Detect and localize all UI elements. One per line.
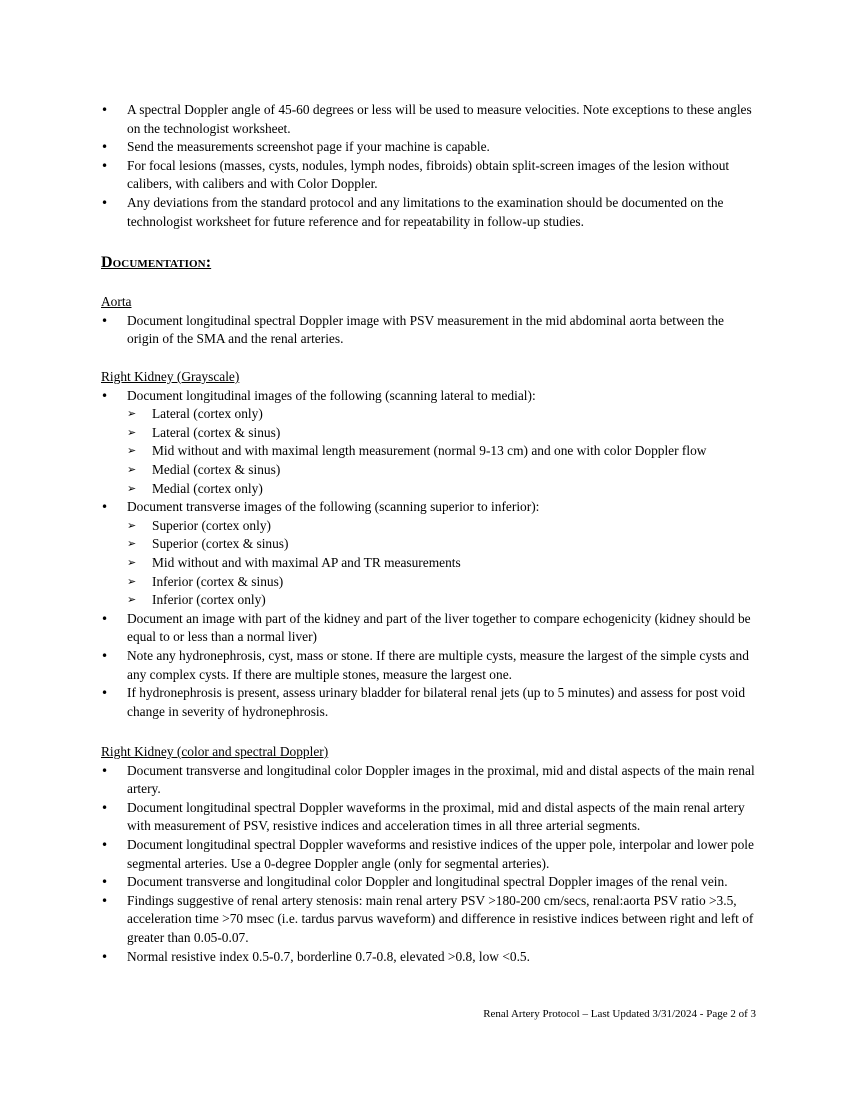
list-item: • Document an image with part of the kidney and part of the liver together to compare echogenicity (kidney should be equal to or less than a normal liver) (101, 610, 757, 647)
sub-list-item: ➢ Medial (cortex only) (127, 480, 757, 499)
intro-bullet-list (101, 101, 757, 231)
aorta-bullet-list (101, 312, 757, 349)
sub-list-item: ➢ Lateral (cortex only) (127, 405, 757, 424)
documentation-heading: Documentation: (101, 254, 212, 271)
list-item: • For focal lesions (masses, cysts, nodules, lymph nodes, fibroids) obtain split-screen images of the lesion without calibers, with calibers and with Color Doppler. (101, 157, 757, 194)
sub-list-item: ➢ Superior (cortex only) (127, 517, 757, 536)
list-item: • Document transverse and longitudinal color Doppler images in the proximal, mid and distal aspects of the main renal artery. (101, 762, 757, 799)
list-item: • A spectral Doppler angle of 45-60 degrees or less will be used to measure velocities. Note exceptions to these angles on the technologist worksheet. (101, 101, 757, 138)
aorta-section (101, 293, 757, 349)
page-footer: Renal Artery Protocol – Last Updated 3/31/2024 - Page 2 of 3 (483, 1008, 756, 1020)
list-item: • Document longitudinal spectral Doppler waveforms in the proximal, mid and distal aspects of the main renal artery with measurement of PSV, resistive indices and acceleration times in all three arterial segments. (101, 799, 757, 836)
list-item-transverse (101, 498, 757, 610)
aorta-title: Aorta (101, 294, 132, 309)
sub-list-item: ➢ Lateral (cortex & sinus) (127, 424, 757, 443)
longitudinal-text: Document longitudinal images of the following (scanning lateral to medial): (127, 387, 536, 403)
right-kidney-doppler-bullet-list (101, 762, 757, 967)
sub-list-item: ➢ Inferior (cortex only) (127, 591, 757, 610)
list-item: • Document longitudinal spectral Doppler waveforms and resistive indices of the upper pole, interpolar and lower pole segmental arteries. Use a 0-degree Doppler angle (only for segmental arteries). (101, 836, 757, 873)
list-item: • Document longitudinal spectral Doppler image with PSV measurement in the mid abdominal aorta between the origin of the SMA and the renal arteries. (101, 312, 757, 349)
transverse-text: Document transverse images of the following (scanning superior to inferior): (127, 499, 540, 515)
list-item: • Findings suggestive of renal artery stenosis: main renal artery PSV >180-200 cm/secs, renal:aorta PSV ratio >3.5, acceleration time >70 msec (i.e. tardus parvus waveform) and difference in resistive indices between right and left of greater than 0.05-0.07. (101, 892, 757, 948)
list-item-longitudinal (101, 387, 757, 499)
list-item: • Document transverse and longitudinal color Doppler and longitudinal spectral Doppler images of the renal vein. (101, 873, 757, 892)
right-kidney-grayscale-section (101, 368, 757, 721)
list-item: • Send the measurements screenshot page if your machine is capable. (101, 138, 757, 157)
right-kidney-grayscale-title: Right Kidney (Grayscale) (101, 369, 240, 384)
sub-list-item: ➢ Mid without and with maximal length measurement (normal 9-13 cm) and one with color Doppler flow (127, 442, 757, 461)
sub-list-item: ➢ Mid without and with maximal AP and TR measurements (127, 554, 757, 573)
sub-list-item: ➢ Medial (cortex & sinus) (127, 461, 757, 480)
right-kidney-doppler-title: Right Kidney (color and spectral Doppler) (101, 744, 329, 759)
list-item: • Any deviations from the standard protocol and any limitations to the examination should be documented on the technologist worksheet for future reference and for repeatability in follow-up studies. (101, 194, 757, 231)
list-item: • If hydronephrosis is present, assess urinary bladder for bilateral renal jets (up to 5 minutes) and assess for post void change in severity of hydronephrosis. (101, 684, 757, 721)
right-kidney-doppler-section (101, 743, 757, 966)
transverse-sub-list (127, 517, 757, 610)
sub-list-item: ➢ Superior (cortex & sinus) (127, 535, 757, 554)
list-item: • Note any hydronephrosis, cyst, mass or stone. If there are multiple cysts, measure the largest of the simple cysts and any complex cysts. If there are multiple stones, measure the largest one. (101, 647, 757, 684)
sub-list-item: ➢ Inferior (cortex & sinus) (127, 573, 757, 592)
right-kidney-grayscale-bullet-list (101, 387, 757, 722)
longitudinal-sub-list (127, 405, 757, 498)
list-item: • Normal resistive index 0.5-0.7, borderline 0.7-0.8, elevated >0.8, low <0.5. (101, 948, 757, 967)
